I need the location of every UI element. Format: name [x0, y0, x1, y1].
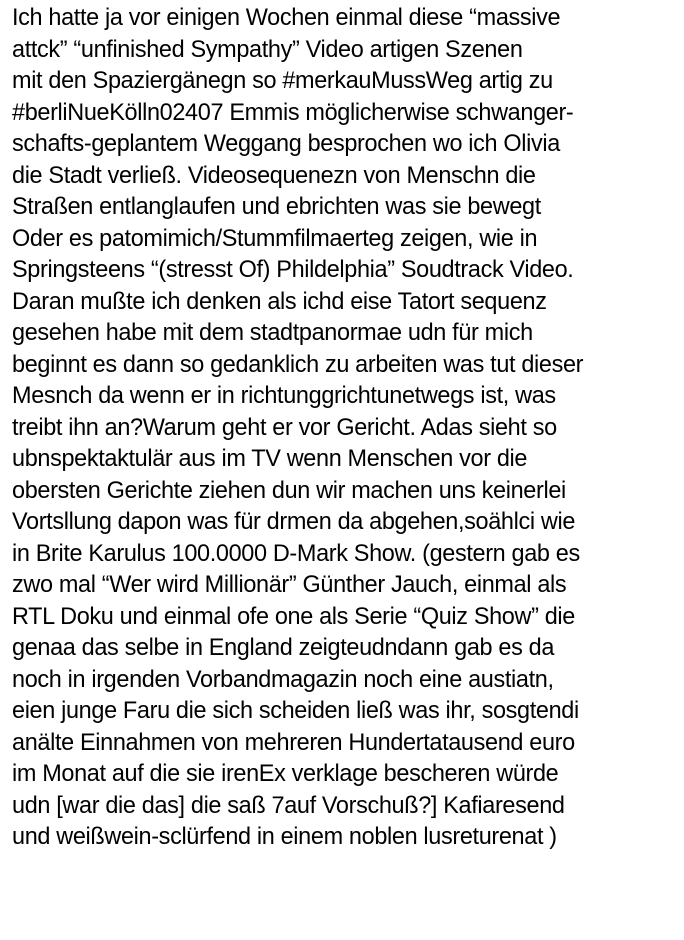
text-line: Daran mußte ich denken als ichd eise Tatort sequenz [12, 288, 547, 315]
text-line: gesehen habe mit dem stadtpanormae udn für mich [12, 320, 533, 346]
text-line: genaa das selbe in England zeigteudndann gab es da [12, 635, 555, 661]
text-line: obersten Gerichte ziehen dun wir machen uns keinerlei [12, 477, 566, 504]
text-line: Oder es patomimich/Stummfilmaerteg zeigen, wie in [12, 225, 538, 252]
text-line: Mesnch da wenn er in richtunggrichtunetwegs ist, was [12, 383, 556, 409]
text-line: in Brite Karulus 100.0000 D-Mark Show. (gestern gab es [12, 540, 580, 567]
text-line: noch in irgenden Vorbandmagazin noch eine austiatn, [12, 666, 554, 693]
text-line: attck” “unfinished Sympathy” Video artigen Szenen [12, 36, 523, 63]
text-line: mit den Spaziergänegn so #merkauMussWeg artig zu [12, 68, 553, 94]
text-line: im Monat auf die sie irenEx verklage bescheren würde [12, 761, 559, 787]
text-line: Straßen entlanglaufen und ebrichten was sie bewegt [12, 194, 541, 220]
text-line: Springsteens “(stresst Of) Phildelphia” Soudtrack Video. [12, 257, 574, 283]
text-line: #berliNueKölln02407 Emmis möglicherwise schwanger- [12, 99, 574, 126]
text-line: und weißwein-sclürfend in einem noblen lusreturenat ) [12, 824, 557, 850]
text-line: udn [war die das] die saß 7auf Vorschuß?] Kafiaresend [12, 792, 565, 819]
body-text [12, 3, 684, 854]
text-line: beginnt es dann so gedanklich zu arbeiten was tut dieser [12, 351, 584, 378]
text-line: Ich hatte ja vor einigen Wochen einmal diese “massive [12, 5, 561, 31]
text-line: die Stadt verließ. Videosequenezn von Menschn die [12, 162, 536, 189]
text-line: zwo mal “Wer wird Millionär” Günther Jauch, einmal als [12, 572, 567, 598]
text-line: Vortsllung dapon was für drmen da abgehen,soählci wie [12, 509, 576, 535]
text-line: eien junge Faru die sich scheiden ließ was ihr, sosgtendi [12, 698, 579, 724]
text-line: ubnspektaktulär aus im TV wenn Menschen vor die [12, 446, 528, 472]
text-line: anälte Einnahmen von mehreren Hundertatausend euro [12, 729, 575, 756]
text-line: schafts-geplantem Weggang besprochen wo ich Olivia [12, 131, 560, 157]
text-line: RTL Doku und einmal ofe one als Serie “Quiz Show” die [12, 603, 575, 630]
text-line: treibt ihn an?Warum geht er vor Gericht. Adas sieht so [12, 414, 557, 441]
